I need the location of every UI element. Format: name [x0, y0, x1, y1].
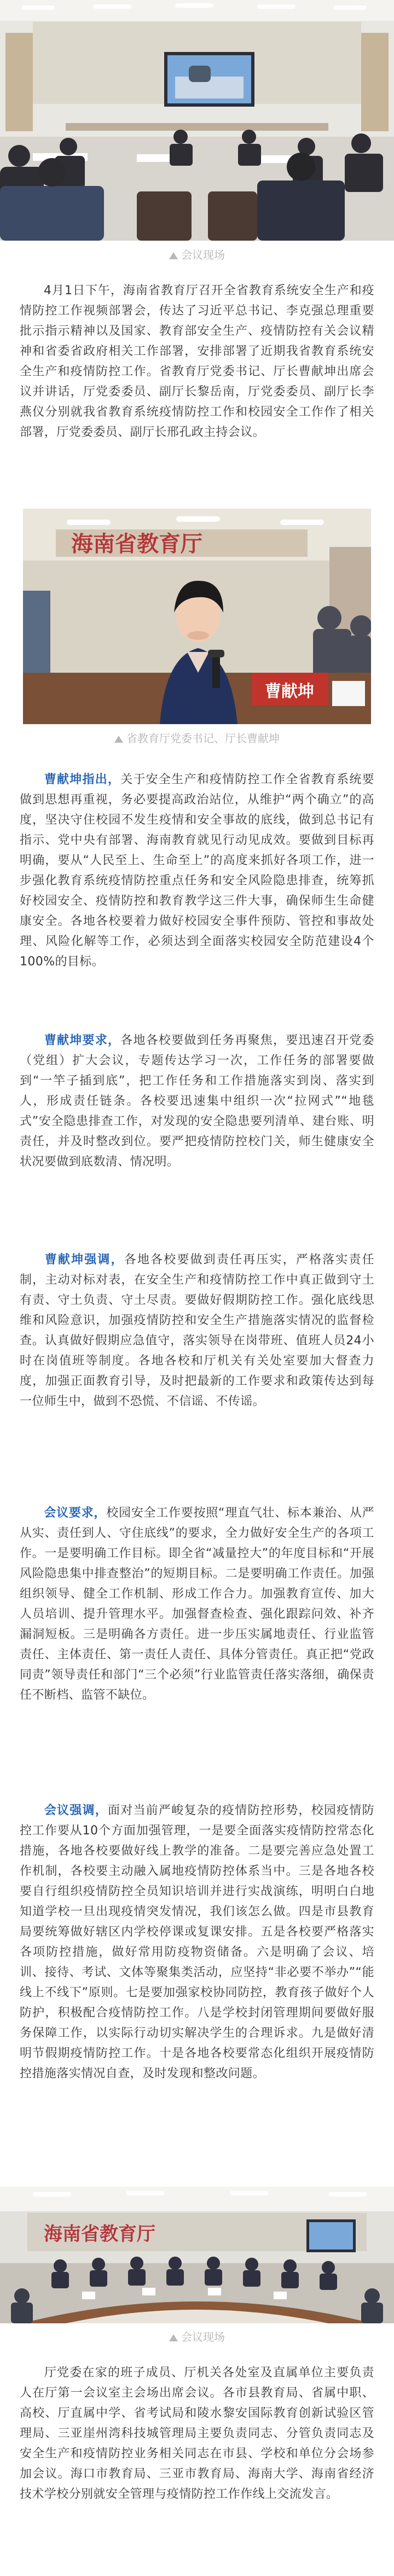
caption-marker-icon [114, 736, 123, 743]
meeting-room-illustration [0, 0, 394, 241]
section-paragraph-1: 曹献坤指出，关于安全生产和疫情防控工作全省教育系统要做到思想再重视，务必要提高政治站位，从维护“两个确立”的高度，坚决守住校园不发生疫情和安全事故的底线，做到总书记有指示、党中央有部署、海南教育就见行动见成效。要做到目标再明确，要从“人民至上、生命至上”的高度来抓好各项工作，进一步强化教育系统疫情防控重点任务和安全风险隐患排查，统筹抓好校园安全、疫情防控和教育教学这三件大事，确保师生生命健康安全。各地各校要着力做好校园安全事件预防、管控和事故处理、风险化解等工作，必须达到全面落实校园安全防范建设4个100%的目标。 [20, 773, 374, 969]
photo-caption-speaker: 省教育厅党委书记、厅长曹献坤 [0, 731, 394, 746]
section-paragraph-3: 曹献坤强调，各地各校要做到责任再压实，严格落实责任制，主动对标对表，在安全生产和疫情防控工作中真正做到守土有责、守土负责、守土尽责。要做好假期防控工作。强化底线思维和风险意识，加强疫情防控和安全生产措施落实情况的监督检查。认真做好假期应急值守，落实领导在岗带班、值班人员24小时在岗值班等制度。各地各校和厅机关有关处室要加大督查力度，加强正面教育引导，及时把最新的工作要求和政策传达到每一位师生中，做到不恐慌、不信谣、不传谣。 [20, 1253, 374, 1408]
meeting-room-photo-bottom [0, 2187, 394, 2323]
meeting-room-bottom-illustration [0, 2187, 394, 2323]
section-lead-3: 曹献坤强调， [44, 1253, 124, 1267]
section-lead-2: 曹献坤要求， [44, 1034, 121, 1047]
photo-caption-bottom: 会议现场 [0, 2329, 394, 2345]
section-lead-5: 会议强调， [44, 1804, 108, 1817]
backdrop-banner-text-bottom: 海南省教育厅 [44, 2223, 155, 2245]
section-paragraph-5: 会议强调，面对当前严峻复杂的疫情防控形势，校园疫情防控工作要从10个方面加强管理，一是要全面落实疫情防控常态化措施，各地各校要做好线上教学的准备。二是要完善应急处置工作机制，各校要主动融入属地疫情防控体系当中。三是各地各校要自行组织疫情防控全员知识培训并进行实战演练，明明白白地知道学校一旦出现疫情突发情况，我们该怎么做。四是市县教育局要统筹做好辖区内学校停课或复课安排。五是各校要严格落实各项防控措施，做好常用防疫物资储备。六是明确了会议、培训、接待、考试、文体等聚集类活动，应坚持“非必要不举办”“能线上不线下”原则。七是要加强家校协同防控，教育孩子做好个人防护，积极配合疫情防控工作。八是学校封闭管理期间要做好服务保障工作，以实际行动切实解决学生的合理诉求。九是做好清明节假期疫情防控工作。十是各地各校要常态化组织开展疫情防控措施落实情况自查，及时发现和整改问题。 [20, 1804, 374, 2080]
nameplate-text: 曹献坤 [265, 682, 314, 701]
speaker-illustration [23, 509, 371, 724]
meeting-room-photo-top [0, 0, 394, 241]
backdrop-banner-text: 海南省教育厅 [71, 532, 202, 557]
section-paragraph-2: 曹献坤要求，各地各校要做到任务再聚焦，要迅速召开党委（党组）扩大会议，专题传达学习一次，工作任务的部署要做到“一竿子插到底”，把工作任务和工作措施落实到岗、落实到人，形成责任链条。各校要迅速集中组织一次“拉网式”“地毯式”安全隐患排查工作，对发现的安全隐患要列清单、建台账、明责任，并及时整改到位。要严把疫情防控校门关，师生健康安全状况要做到底数清、情况明。 [20, 1034, 374, 1169]
section-lead-4: 会议要求， [44, 1506, 107, 1520]
caption-marker-icon [169, 252, 178, 259]
section-paragraph-4: 会议要求，校园安全工作要按照“理直气壮、标本兼治、从严从实、责任到人、守住底线”的要求，全力做好安全生产的各项工作。一是要明确工作目标。即全省“减量控大”的年度目标和“开展风险隐患集中排查整治”的短期目标。二是要明确工作责任。加强组织领导、健全工作机制、形成工作合力。加强教育宣传、加大人员培训、提升管理水平。加强督查检查、强化跟踪问效、补齐漏洞短板。三是明确各方责任。进一步压实属地责任、行业监管责任、主体责任、第一责任人责任、具体分管责任。真正把“党政同责”领导责任和部门“三个必须”行业监管责任落实落细，确保责任不断档、监管不缺位。 [20, 1506, 374, 1702]
speaker-photo [23, 509, 371, 724]
caption-marker-icon [169, 2334, 178, 2341]
closing-paragraph: 厅党委在家的班子成员、厅机关各处室及直属单位主要负责人在厅第一会议室主会场出席会议。各市县教育局、省属中职、高校、厅直属中学、省考试局和陵水黎安国际教育创新试验区管理局、三亚崖州湾科技城管理局主要负责同志、分管负责同志及安全生产和疫情防控业务相关同志在市县、学校和单位分会场参加会议。海口市教育局、三亚市教育局、海南大学、海南省经济技术学校分别就安全管理与疫情防控工作作线上交流发言。 [20, 2366, 374, 2501]
photo-caption-top: 会议现场 [0, 247, 394, 263]
section-lead-1: 曹献坤指出， [44, 773, 121, 786]
intro-paragraph: 4月1日下午，海南省教育厅召开全省教育系统安全生产和疫情防控工作视频部署会，传达了习近平总书记、李克强总理重要批示指示精神以及国家、教育部安全生产、疫情防控有关会议精神和省委省政府相关工作部署，安排部署了近期我省教育系统安全生产和疫情防控工作。省教育厅党委书记、厅长曹献坤出席会议并讲话，厅党委委员、副厅长黎岳南，厅党委委员、副厅长李燕仪分别就我省教育系统疫情防控工作和校园安全工作作了相关部署，厅党委委员、副厅长邢孔政主持会议。 [20, 284, 374, 439]
